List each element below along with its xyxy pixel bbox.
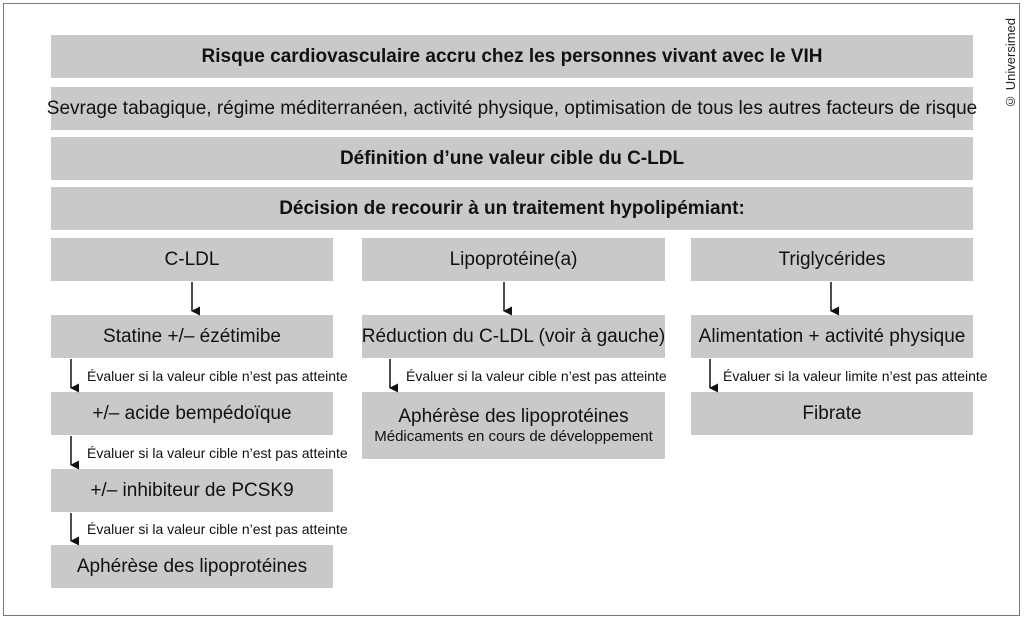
lpa-apheresis-label: Aphérèse des lipoprotéines <box>398 406 629 427</box>
copyright-credit: © Universimed <box>1003 18 1018 109</box>
treatment-decision-box: Décision de recourir à un traitement hypolipémiant: <box>51 187 973 230</box>
tg-note-1: Évaluer si la valeur limite n’est pas atteinte <box>723 368 988 384</box>
ldl-column-header: C-LDL <box>51 238 333 281</box>
ldl-step-bempedoic: +/– acide bempédoïque <box>51 392 333 435</box>
ldl-note-1: Évaluer si la valeur cible n’est pas atteinte <box>87 368 348 384</box>
lpa-column-header: Lipoprotéine(a) <box>362 238 665 281</box>
ldl-target-box: Définition d’une valeur cible du C-LDL <box>51 137 973 180</box>
ldl-step-pcsk9: +/– inhibiteur de PCSK9 <box>51 469 333 512</box>
risk-header-box: Risque cardiovasculaire accru chez les personnes vivant avec le VIH <box>51 35 973 78</box>
ldl-note-3: Évaluer si la valeur cible n’est pas atteinte <box>87 521 348 537</box>
ldl-step-apheresis: Aphérèse des lipoprotéines <box>51 545 333 588</box>
ldl-step-statine: Statine +/– ézétimibe <box>51 315 333 358</box>
tg-step-lifestyle: Alimentation + activité physique <box>691 315 973 358</box>
tg-step-fibrate: Fibrate <box>691 392 973 435</box>
lifestyle-box: Sevrage tabagique, régime méditerranéen, activité physique, optimisation de tous les autres facteurs de risque <box>51 87 973 130</box>
lpa-note-1: Évaluer si la valeur cible n’est pas atteinte <box>406 368 667 384</box>
lpa-development-label: Médicaments en cours de développement <box>374 428 653 445</box>
lpa-step-ldl-reduction: Réduction du C-LDL (voir à gauche) <box>362 315 665 358</box>
ldl-note-2: Évaluer si la valeur cible n’est pas atteinte <box>87 445 348 461</box>
tg-column-header: Triglycérides <box>691 238 973 281</box>
